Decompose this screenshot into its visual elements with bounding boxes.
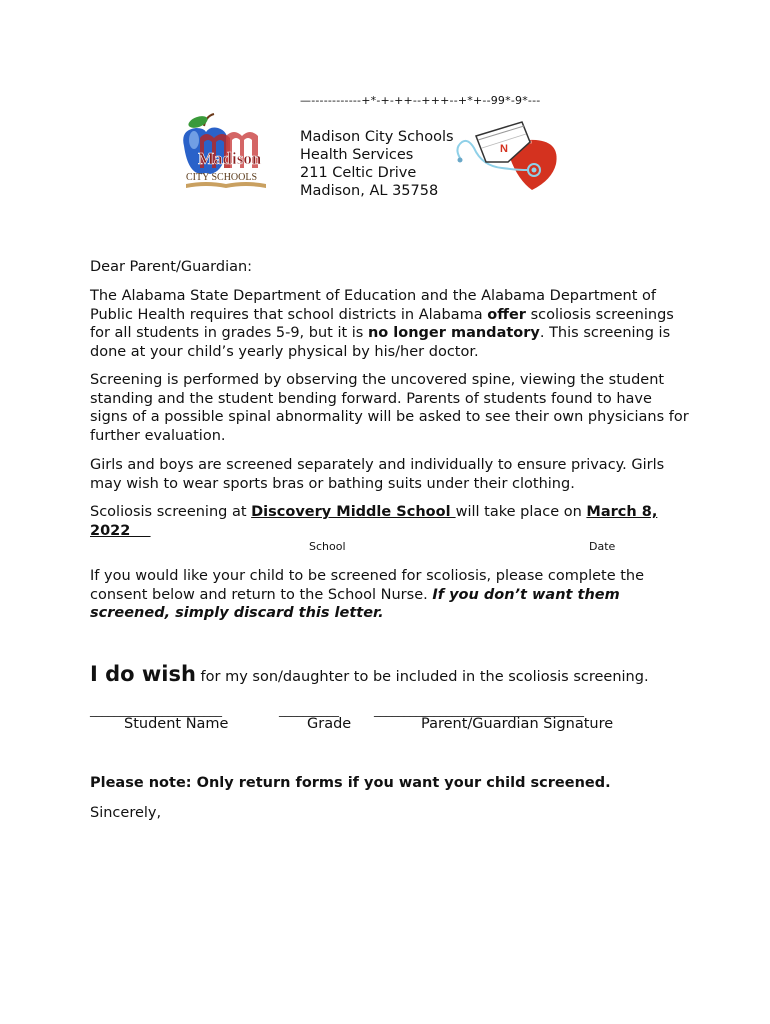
address-line: Madison City Schools [300,129,454,145]
p1-text-a: The Alabama State Department of Education and the Alabama Department of Public Health requires that school districts in Alabama [90,288,657,323]
screening-date-line2: 2022 [90,522,151,539]
address-line: Madison, AL 35758 [300,183,439,199]
salutation: Dear Parent/Guardian: [90,259,253,275]
grade-label: Grade [307,716,352,732]
grade-line[interactable]: __________ [279,703,339,717]
consent-heading: I do wish [90,662,196,686]
screening-date-line1: March 8, [586,504,658,520]
paragraph-schedule [90,503,690,540]
closing: Sincerely, [90,805,162,821]
p5-emphasis: If you don’t want them screened, simply discard this letter. [90,586,620,621]
logo-madison-text: Madison [198,149,262,168]
date-caption: Date [589,540,616,553]
p4-text-b: will take place on [455,504,587,520]
p5-text-a: If you would like your child to be screened for scoliosis, please complete the consent below and return to the School Nurse. [90,568,645,603]
school-caption: School [309,540,346,553]
address-line: 211 Celtic Drive [300,165,417,181]
nurse-cap-heart-icon [452,118,564,200]
please-note: Please note: Only return forms if you want your child screened. [90,775,611,791]
parent-signature-line[interactable]: ___________________________________ [374,703,584,717]
paragraph-screening-method: Screening is performed by observing the uncovered spine, viewing the student standing and the student bending forward. Parents of students found to have signs of a possible spinal abnormality will be asked to see their own physicians for further evaluation. [90,372,689,444]
student-name-line[interactable]: ______________________ [90,703,222,717]
paragraph-consent-instructions [90,567,690,623]
student-name-label: Student Name [124,716,229,732]
p4-text-a: Scoliosis screening at [90,504,252,520]
parent-signature-label: Parent/Guardian Signature [421,716,614,732]
paragraph-requirements [90,287,690,361]
logo-city-schools-text: CITY SCHOOLS [186,172,258,183]
consent-statement [90,662,649,686]
p1-text-b: scoliosis screenings for all students in grades 5-9, but it is [90,306,674,341]
paragraph-privacy: Girls and boys are screened separately and individually to ensure privacy. Girls may wish to wear sports bras or bathing suits under their clothing. [90,457,665,492]
school-name: Discovery Middle School [251,504,456,520]
p1-not-mandatory: no longer mandatory [367,325,540,341]
nurse-cap-letter: N [500,143,508,155]
address-line: Health Services [300,147,414,163]
consent-text: for my son/daughter to be included in the scoliosis screening. [195,669,649,685]
p1-offer: offer [487,306,526,323]
madison-city-schools-logo [176,112,276,196]
address-block [300,128,454,200]
p1-text-c: . This screening is done at your child’s yearly physical by his/her doctor. [90,325,671,360]
header-code: —------------+*-+-++--+++--+*+--99*-9*--- [300,94,541,107]
